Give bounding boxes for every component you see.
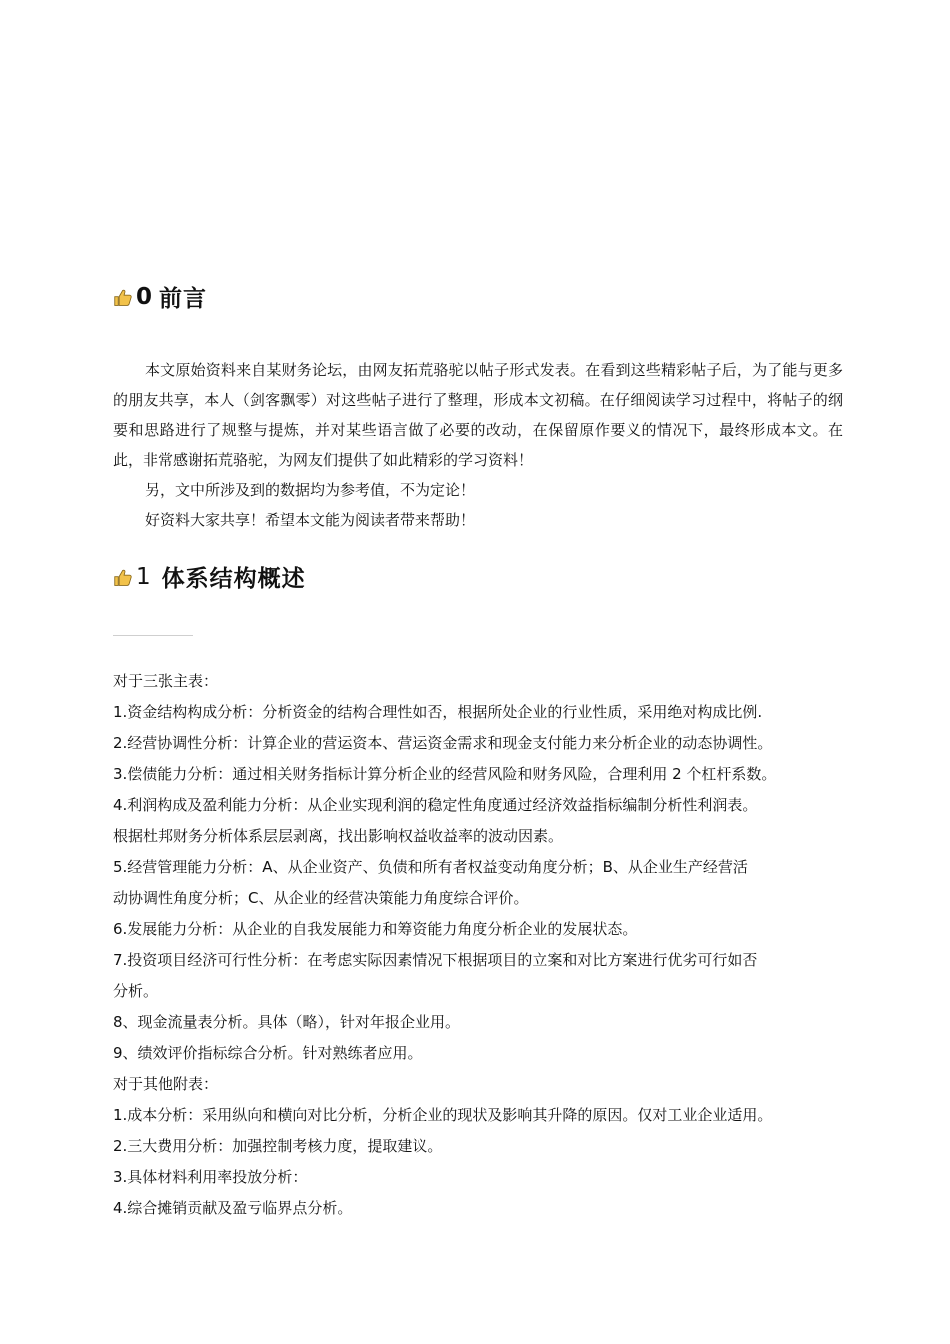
list-item: 4.综合摊销贡献及盈亏临界点分析。 — [113, 1199, 353, 1217]
list-item: 4.利润构成及盈利能力分析：从企业实现利润的稳定性角度通过经济效益指标编制分析性利润表。 — [113, 796, 758, 814]
preface-body — [113, 355, 843, 535]
section-title: 体系结构概述 — [161, 566, 306, 592]
list-item: 对于三张主表： — [113, 672, 219, 690]
list-item: 分析。 — [113, 982, 159, 1000]
section-number: 1 — [136, 563, 152, 590]
list-item: 5.经营管理能力分析：A、从企业资产、负债和所有者权益变动角度分析；B、从企业生产经营活 — [113, 858, 748, 876]
list-item: 7.投资项目经济可行性分析：在考虑实际因素情况下根据项目的立案和对比方案进行优劣可行如否 — [113, 951, 758, 969]
list-item: 3.具体材料利用率投放分析： — [113, 1168, 308, 1186]
list-item: 动协调性角度分析；C、从企业的经营决策能力角度综合评价。 — [113, 889, 529, 907]
list-item: 3.偿债能力分析：通过相关财务指标计算分析企业的经营风险和财务风险，合理利用 2 个杠杆系数。 — [113, 765, 777, 783]
list-item: 8、现金流量表分析。具体（略），针对年报企业用。 — [113, 1013, 461, 1031]
section-number: 0 — [136, 283, 154, 310]
list-item: 对于其他附表： — [113, 1075, 219, 1093]
list-item: 1.成本分析：采用纵向和横向对比分析，分析企业的现状及影响其升降的原因。仅对工业企业适用。 — [113, 1106, 773, 1124]
list-item: 6.发展能力分析：从企业的自我发展能力和筹资能力角度分析企业的发展状态。 — [113, 920, 638, 938]
paragraph: 另，文中所涉及到的数据均为参考值，不为定论！ — [145, 481, 476, 499]
section-title: 前言 — [159, 286, 208, 312]
paragraph: 好资料大家共享！希望本文能为阅读者带来帮助！ — [145, 511, 476, 529]
section-heading-overview — [113, 560, 306, 593]
list-item: 1.资金结构构成分析：分析资金的结构合理性如否，根据所处企业的行业性质，采用绝对构成比例. — [113, 703, 763, 721]
list-item: 2.经营协调性分析：计算企业的营运资本、营运资金需求和现金支付能力来分析企业的动态协调性。 — [113, 734, 773, 752]
paragraph: 本文原始资料来自某财务论坛，由网友拓荒骆驼以帖子形式发表。在看到这些精彩帖子后，为了能与更多的朋友共享，本人（剑客飘零）对这些帖子进行了整理，形成本文初稿。在仔细阅读学习过程中，将帖子的纲要和思路进行了规整与提炼，并对某些语言做了必要的改动，在保留原作要义的情况下，最终形成本文。在此，非常感谢拓荒骆驼，为网友们提供了如此精彩的学习资料！ — [113, 361, 843, 469]
thumbs-up-icon — [113, 287, 134, 308]
overview-list — [113, 666, 853, 1224]
list-item: 2.三大费用分析：加强控制考核力度，提取建议。 — [113, 1137, 443, 1155]
list-item: 根据杜邦财务分析体系层层剥离，找出影响权益收益率的波动因素。 — [113, 827, 564, 845]
list-item: 9、绩效评价指标综合分析。针对熟练者应用。 — [113, 1044, 423, 1062]
separator-line — [113, 635, 193, 636]
thumbs-up-icon — [113, 567, 134, 588]
section-heading-preface — [113, 280, 207, 313]
